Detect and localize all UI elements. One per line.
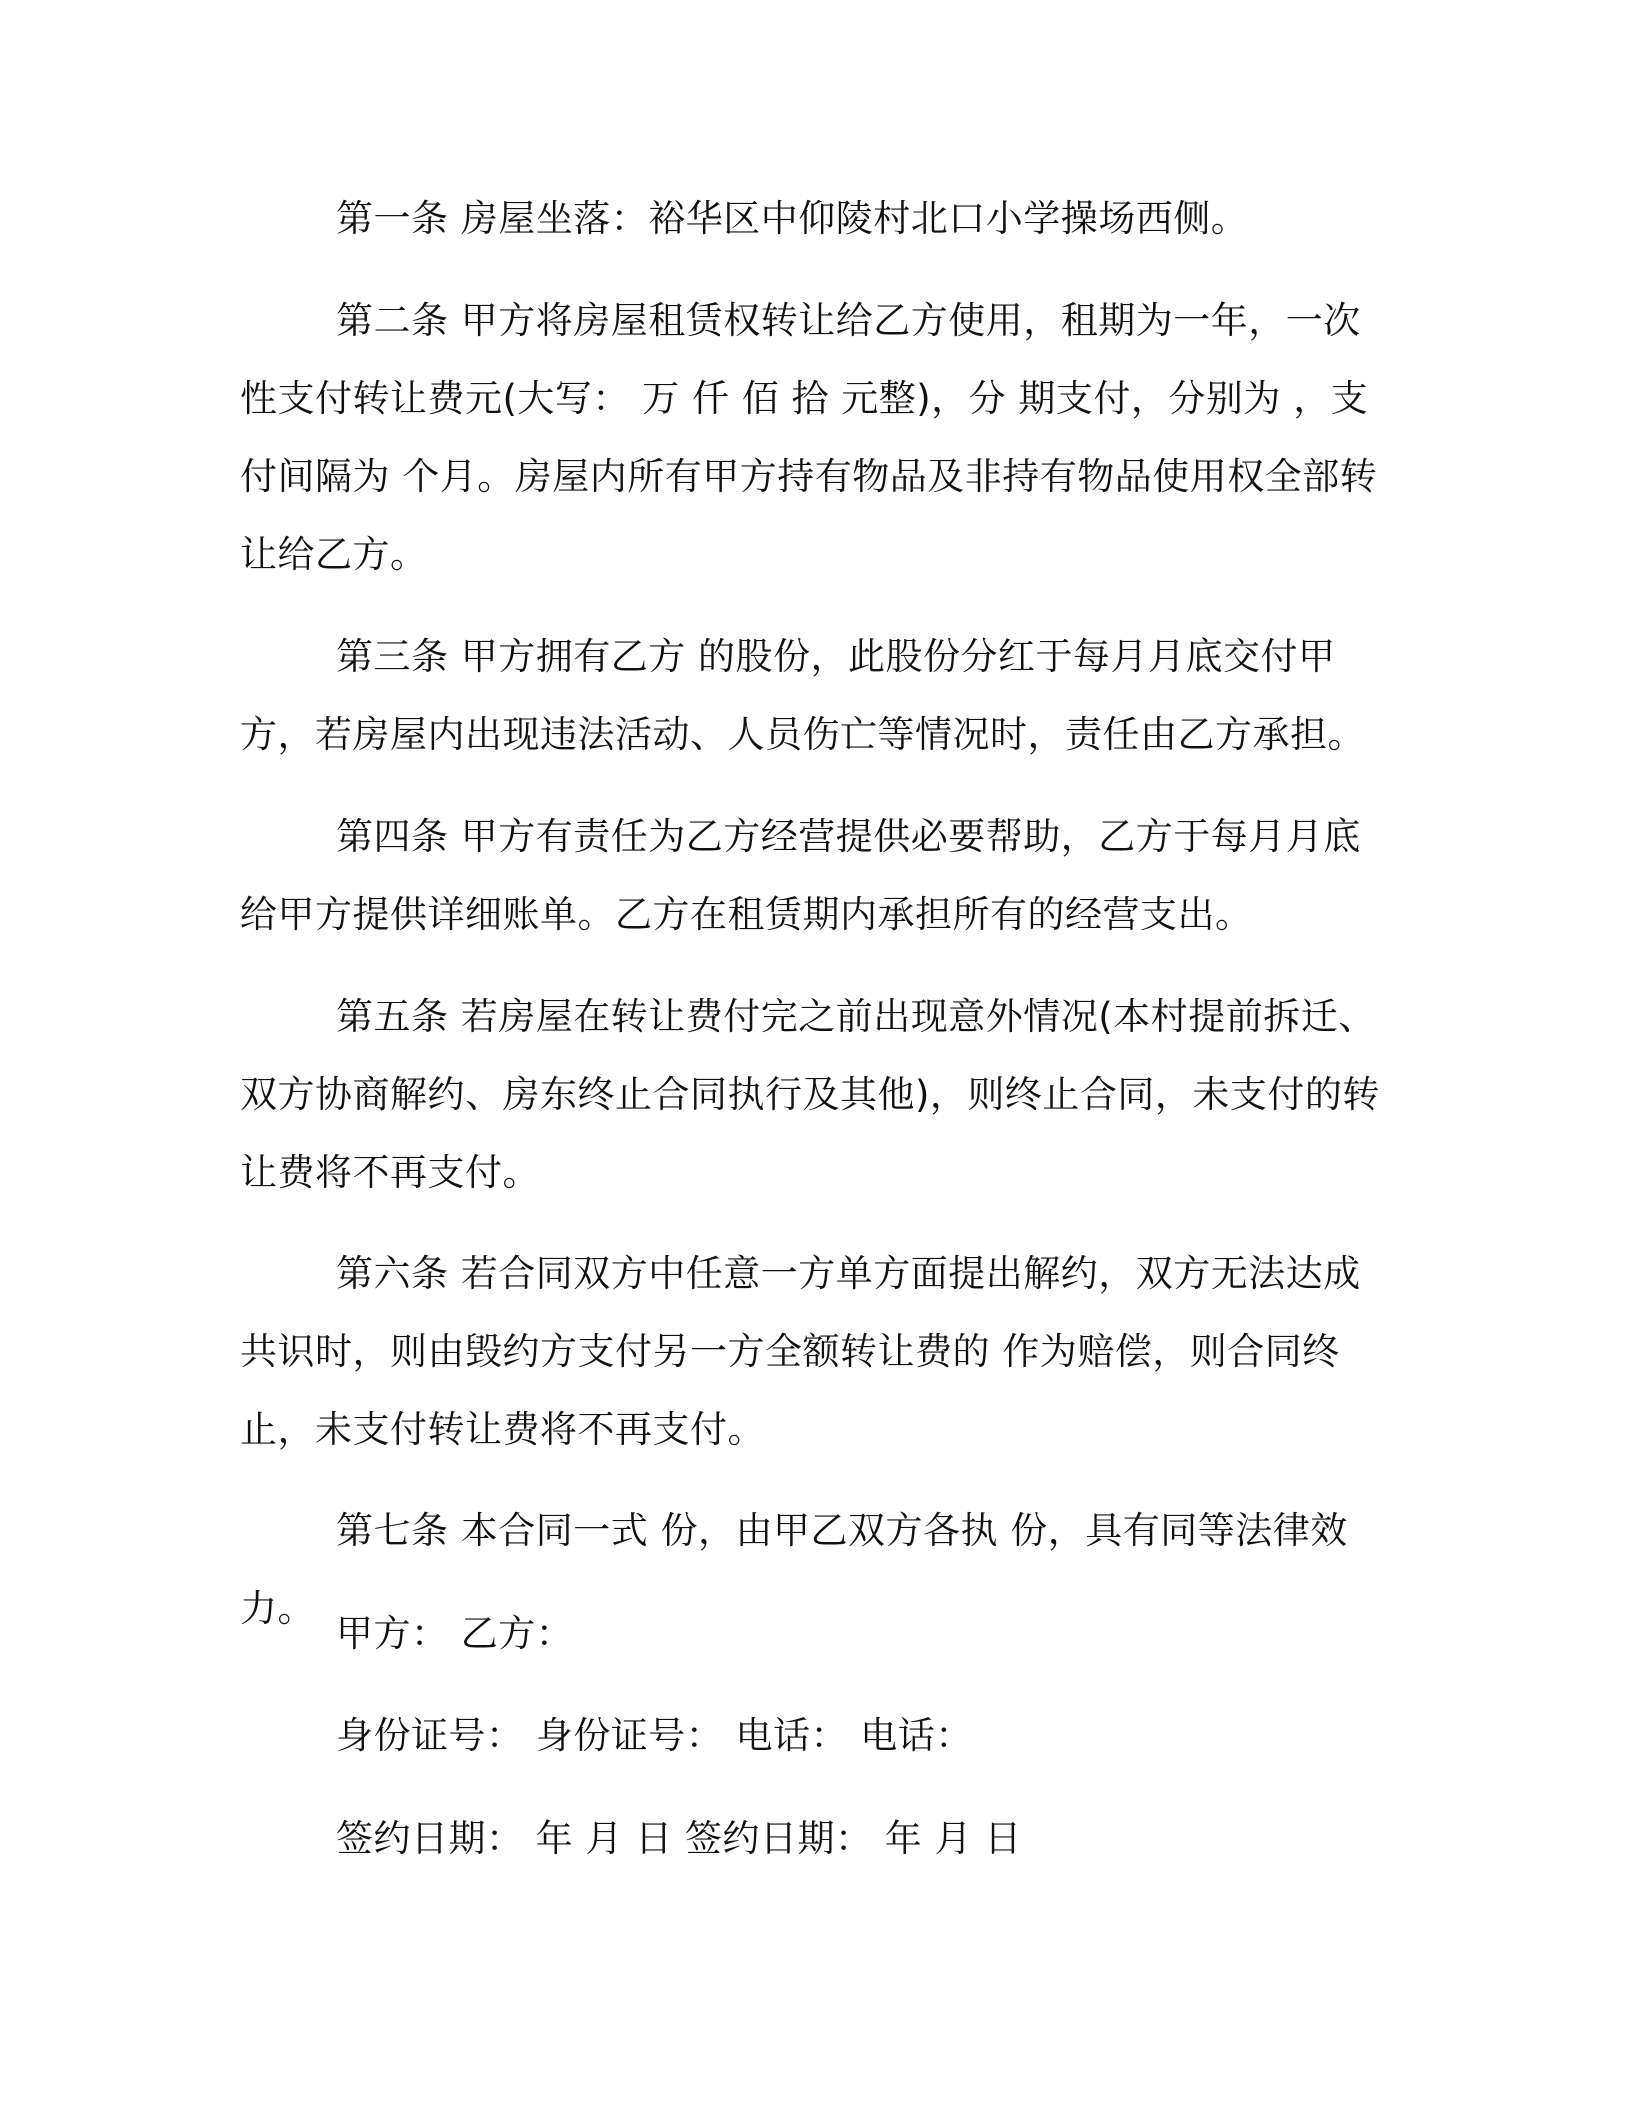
article-4: 第四条 甲方有责任为乙方经营提供必要帮助，乙方于每月月底给甲方提供详细账单。乙方在租赁期内承担所有的经营支出。 (240, 815, 1361, 936)
signature-dates: 签约日期： 年 月 日 签约日期： 年 月 日 (336, 1817, 1022, 1860)
article-5: 第五条 若房屋在转让费付完之前出现意外情况(本村提前拆迁、双方协商解约、房东终止合同执行及其他)，则终止合同，未支付的转让费将不再支付。 (240, 995, 1380, 1194)
article-6: 第六条 若合同双方中任意一方单方面提出解约，双方无法达成共识时，则由毁约方支付另一方全额转让费的 作为赔偿，则合同终止，未支付转让费将不再支付。 (240, 1252, 1361, 1451)
article-7: 第七条 本合同一式 份，由甲乙双方各执 份，具有同等法律效力。 (240, 1509, 1348, 1630)
article-3: 第三条 甲方拥有乙方 的股份，此股份分红于每月月底交付甲方，若房屋内出现违法活动、人员伤亡等情况时，责任由乙方承担。 (240, 635, 1365, 756)
article-2: 第二条 甲方将房屋租赁权转让给乙方使用，租期为一年，一次性支付转让费元(大写： 万 仟 佰 拾 元整)，分 期支付，分别为 ，支付间隔为 个月。房屋内所有甲方持有物品及非持有物品使用权全部转让给乙方。 (240, 299, 1378, 576)
signature-id-phone: 身份证号： 身份证号： 电话： 电话： (336, 1714, 973, 1757)
article-1: 第一条 房屋坐落：裕华区中仰陵村北口小学操场西侧。 (336, 197, 1249, 240)
signature-parties: 甲方： 乙方： (336, 1612, 574, 1655)
